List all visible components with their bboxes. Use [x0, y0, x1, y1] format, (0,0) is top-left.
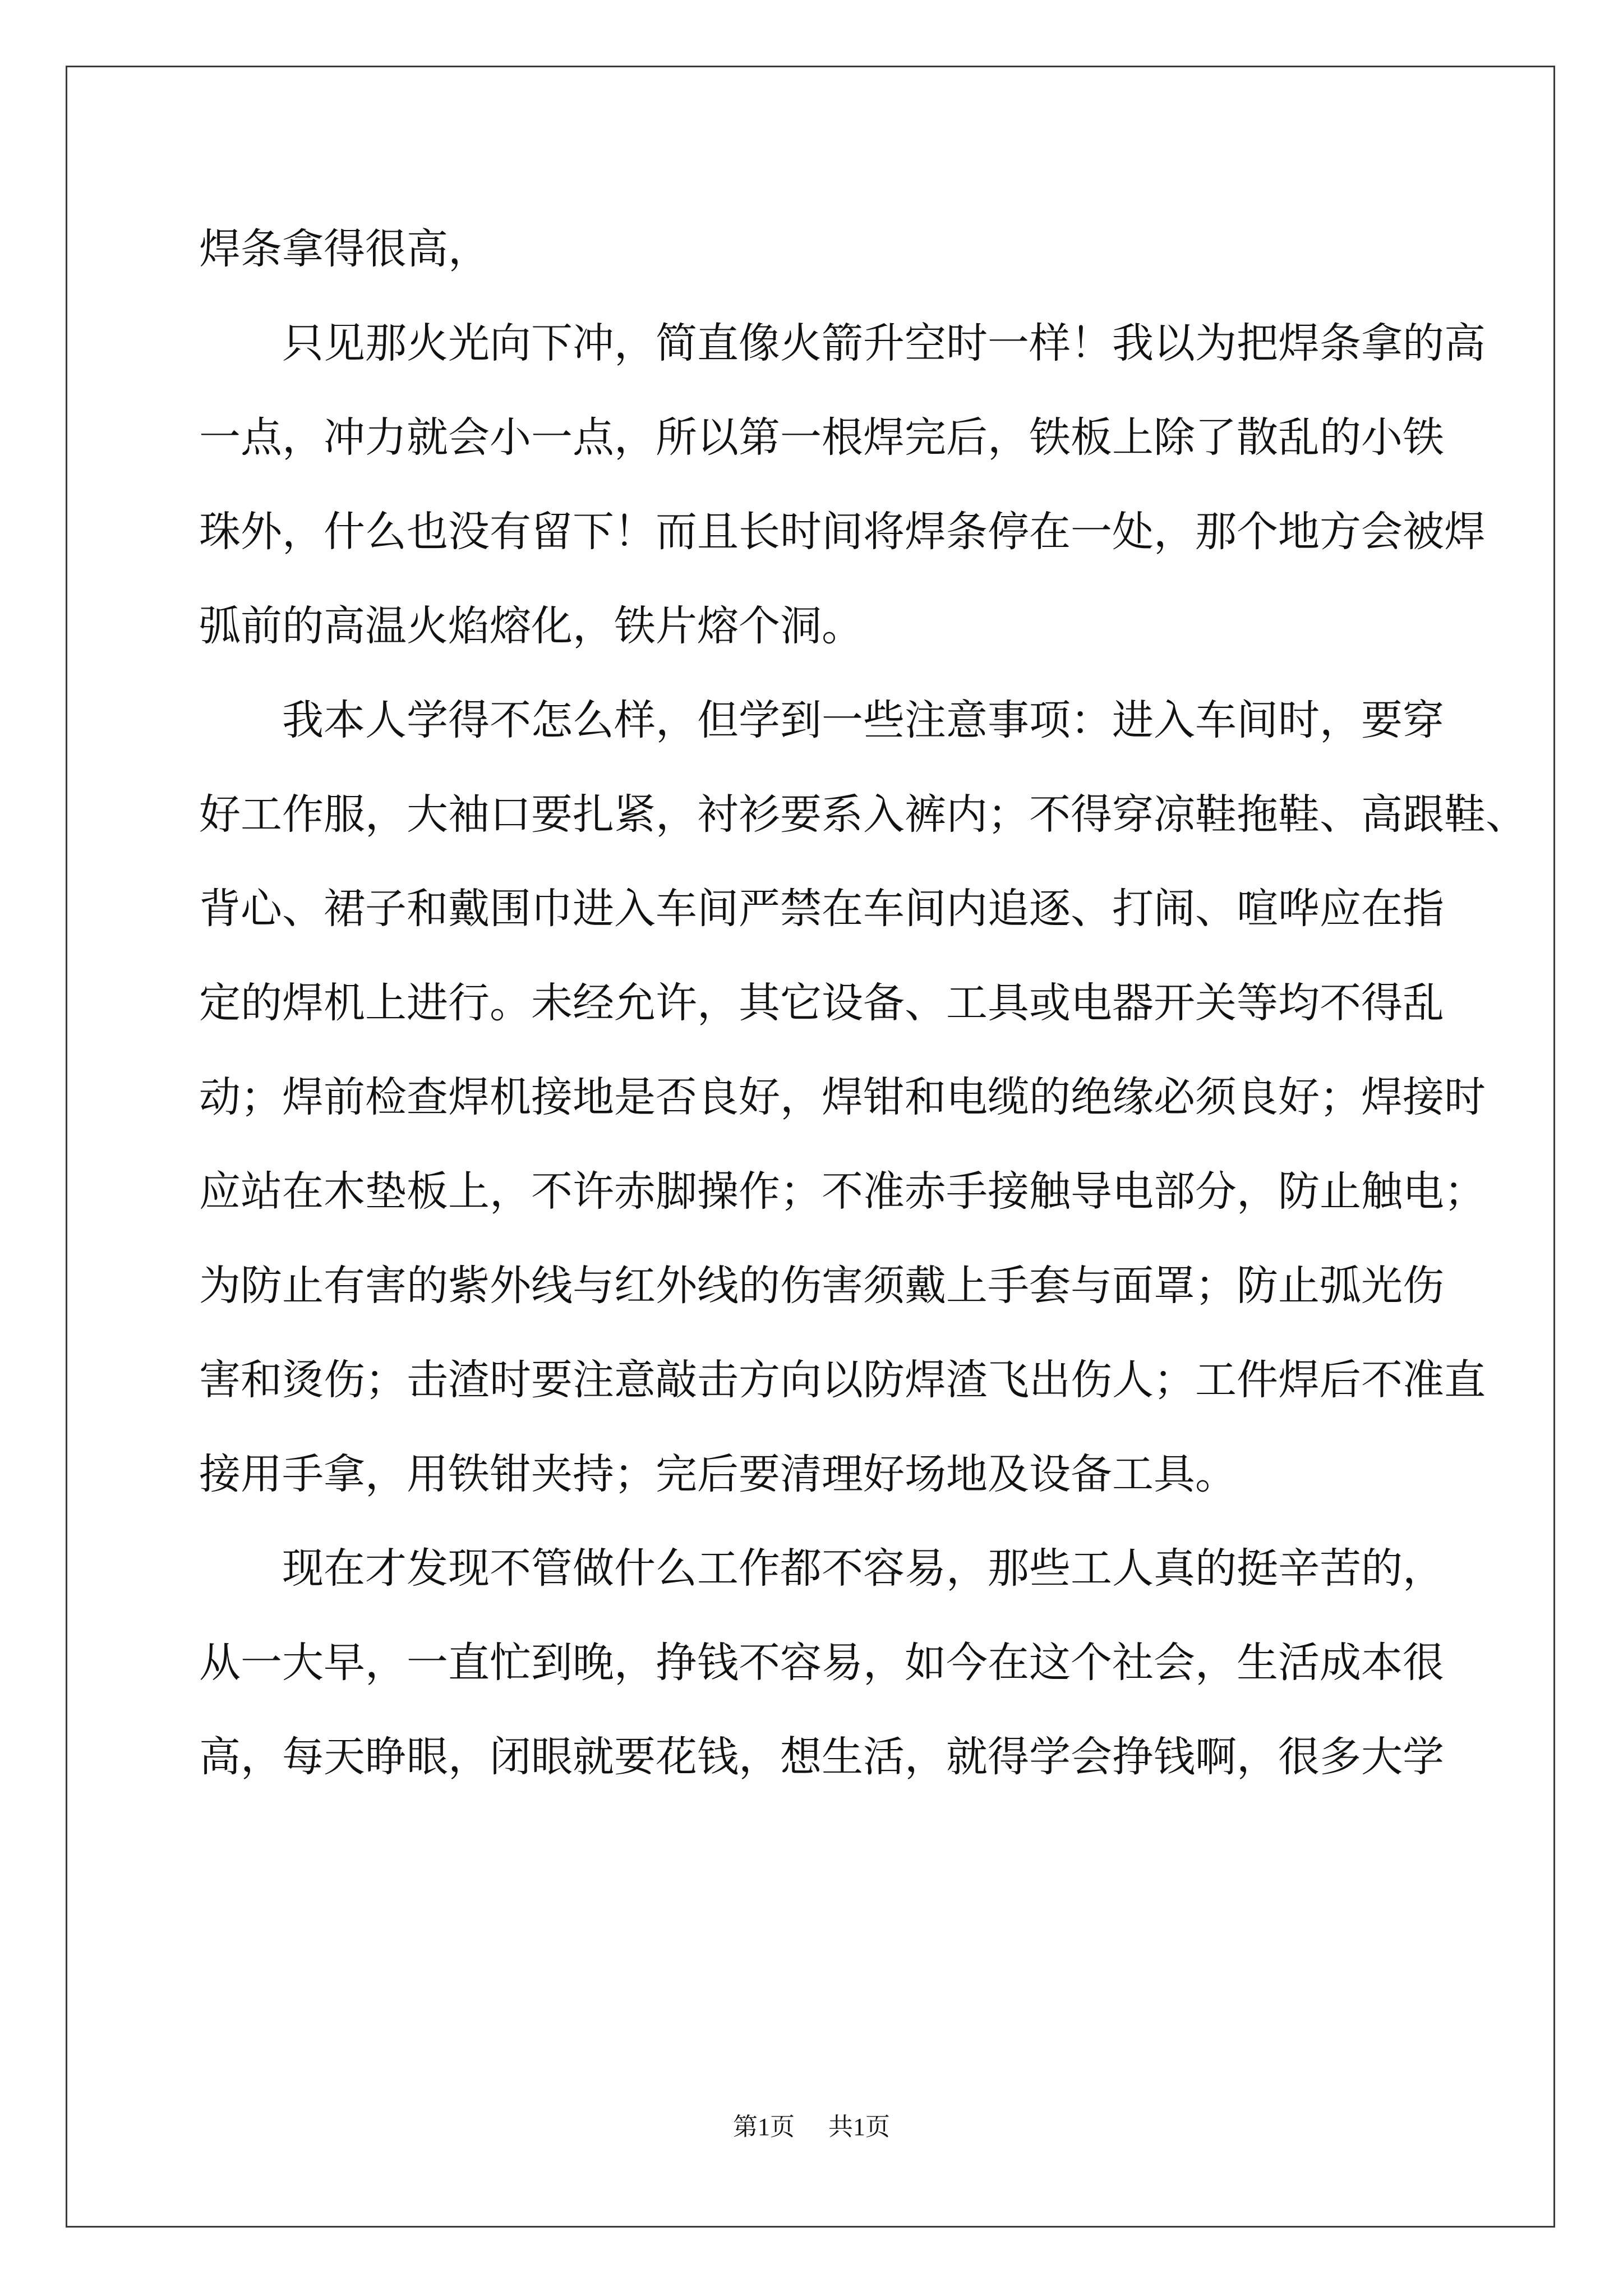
text-line: 害和烫伤；击渣时要注意敲击方向以防焊渣飞出伤人；工件焊后不准直 [199, 1356, 1486, 1404]
document-body [199, 202, 1527, 1804]
text-line: 只见那火光向下冲，简直像火箭升空时一样！我以为把焊条拿的高 [282, 319, 1486, 367]
text-line: 背心、裙子和戴围巾进入车间严禁在车间内追逐、打闹、喧哗应在指 [199, 885, 1444, 933]
text-line: 高，每天睁眼，闭眼就要花钱，想生活，就得学会挣钱啊，很多大学 [199, 1733, 1444, 1781]
text-line: 珠外，什么也没有留下！而且长时间将焊条停在一处，那个地方会被焊 [199, 508, 1486, 556]
text-line: 接用手拿，用铁钳夹持；完后要清理好场地及设备工具。 [199, 1450, 1237, 1498]
text-line: 好工作服，大袖口要扎紧，衬衫要系入裤内；不得穿凉鞋拖鞋、高跟鞋、 [199, 790, 1527, 839]
text-line: 焊条拿得很高， [199, 225, 490, 273]
text-line: 一点，冲力就会小一点，所以第一根焊完后，铁板上除了散乱的小铁 [199, 413, 1444, 462]
page-number-total: 共1页 [828, 2113, 890, 2141]
text-line: 弧前的高温火焰熔化，铁片熔个洞。 [199, 602, 863, 650]
text-line: 动；焊前检查焊机接地是否良好，焊钳和电缆的绝缘必须良好；焊接时 [199, 1073, 1486, 1121]
text-line: 从一大早，一直忙到晚，挣钱不容易，如今在这个社会，生活成本很 [199, 1639, 1444, 1687]
text-line: 应站在木垫板上，不许赤脚操作；不准赤手接触导电部分，防止触电； [199, 1167, 1486, 1216]
text-line: 现在才发现不管做什么工作都不容易，那些工人真的挺辛苦的， [282, 1544, 1444, 1593]
text-line: 我本人学得不怎么样，但学到一些注意事项：进入车间时，要穿 [282, 696, 1444, 744]
text-line: 定的焊机上进行。未经允许，其它设备、工具或电器开关等均不得乱 [199, 979, 1444, 1027]
text-line: 为防止有害的紫外线与红外线的伤害须戴上手套与面罩；防止弧光伤 [199, 1262, 1444, 1310]
page-number-current: 第1页 [733, 2113, 795, 2141]
page-footer [0, 2106, 1623, 2142]
